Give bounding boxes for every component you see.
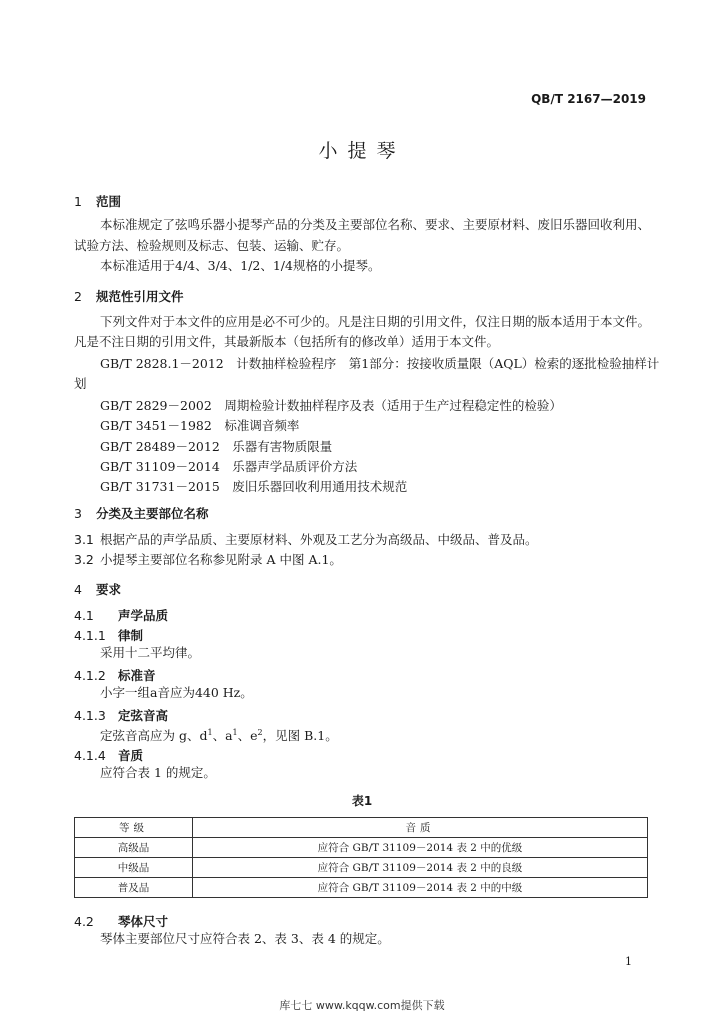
section-4-1-heading: 4.1 声学品质 [74, 608, 169, 623]
section-1-para-1-line-2: 试验方法、检验规则及标志、包装、运输、贮存。 [74, 238, 350, 253]
section-4-1-2-heading: 4.1.2 标准音 [74, 668, 156, 683]
section-4-2-heading: 4.2 琴体尺寸 [74, 914, 169, 929]
table-1-title: 表1 [351, 794, 373, 808]
clause-3-2: 3.2 小提琴主要部位名称参见附录 A 中图 A.1。 [74, 552, 342, 567]
section-3-heading: 3 分类及主要部位名称 [74, 506, 209, 521]
table-header-grade: 等级 [75, 818, 193, 838]
section-2-para-line-2: 凡是不注日期的引用文件，其最新版本（包括所有的修改单）适用于本文件。 [74, 334, 500, 349]
section-1-para-1-line-1: 本标准规定了弦鸣乐器小提琴产品的分类及主要部位名称、要求、主要原材料、废旧乐器回收利用、 [100, 217, 651, 232]
section-4-1-1-text: 采用十二平均律。 [100, 645, 201, 660]
table-cell: 应符合 GB/T 31109－2014 表 2 中的优级 [193, 838, 648, 858]
reference-item: GB/T 31731－2015 废旧乐器回收利用通用技术规范 [100, 479, 408, 494]
reference-item: GB/T 2828.1－2012 计数抽样检验程序 第1部分：按接收质量限（AQL）检索的逐批检验抽样计 [100, 356, 660, 371]
section-2-heading: 2 规范性引用文件 [74, 289, 184, 304]
section-4-heading: 4 要求 [74, 582, 122, 597]
reference-item: GB/T 3451－1982 标准调音频率 [100, 418, 300, 433]
section-1-heading: 1 范围 [74, 194, 122, 209]
section-4-1-3-heading: 4.1.3 定弦音高 [74, 708, 169, 723]
section-4-1-2-text: 小字一组a音应为440 Hz。 [100, 685, 253, 700]
table-cell: 中级品 [75, 858, 193, 878]
section-4-1-4-text: 应符合表 1 的规定。 [100, 765, 216, 780]
page-title: 小提琴 [318, 140, 406, 162]
reference-item-continuation: 划 [74, 376, 87, 391]
table-header-quality: 音质 [193, 818, 648, 838]
clause-3-1: 3.1 根据产品的声学品质、主要原材料、外观及工艺分为高级品、中级品、普及品。 [74, 532, 538, 547]
table-row [75, 838, 648, 858]
table-cell: 高级品 [75, 838, 193, 858]
section-4-2-text: 琴体主要部位尺寸应符合表 2、表 3、表 4 的规定。 [100, 931, 390, 946]
table-header-row [75, 818, 648, 838]
reference-item: GB/T 28489－2012 乐器有害物质限量 [100, 439, 333, 454]
section-2-para-line-1: 下列文件对于本文件的应用是必不可少的。凡是注日期的引用文件，仅注日期的版本适用于本文件。 [100, 314, 651, 329]
footer-watermark: 库七七 www.kqqw.com提供下载 [279, 999, 445, 1012]
page-number: 1 [625, 955, 632, 968]
section-4-1-3-text: 定弦音高应为 g、$d^1$、$a^1$、$e^2$，见图 B.1。 [100, 728, 338, 744]
standard-code: QB/T 2167—2019 [531, 92, 646, 106]
table-1 [74, 817, 648, 898]
table-cell: 普及品 [75, 878, 193, 898]
section-4-1-4-heading: 4.1.4 音质 [74, 748, 144, 763]
reference-item: GB/T 2829－2002 周期检验计数抽样程序及表（适用于生产过程稳定性的检验） [100, 398, 562, 413]
table-row [75, 878, 648, 898]
section-4-1-1-heading: 4.1.1 律制 [74, 628, 144, 643]
reference-item: GB/T 31109－2014 乐器声学品质评价方法 [100, 459, 358, 474]
table-cell: 应符合 GB/T 31109－2014 表 2 中的良级 [193, 858, 648, 878]
table-row [75, 858, 648, 878]
table-cell: 应符合 GB/T 31109－2014 表 2 中的中级 [193, 878, 648, 898]
section-1-para-2: 本标准适用于4/4、3/4、1/2、1/4规格的小提琴。 [100, 258, 381, 273]
